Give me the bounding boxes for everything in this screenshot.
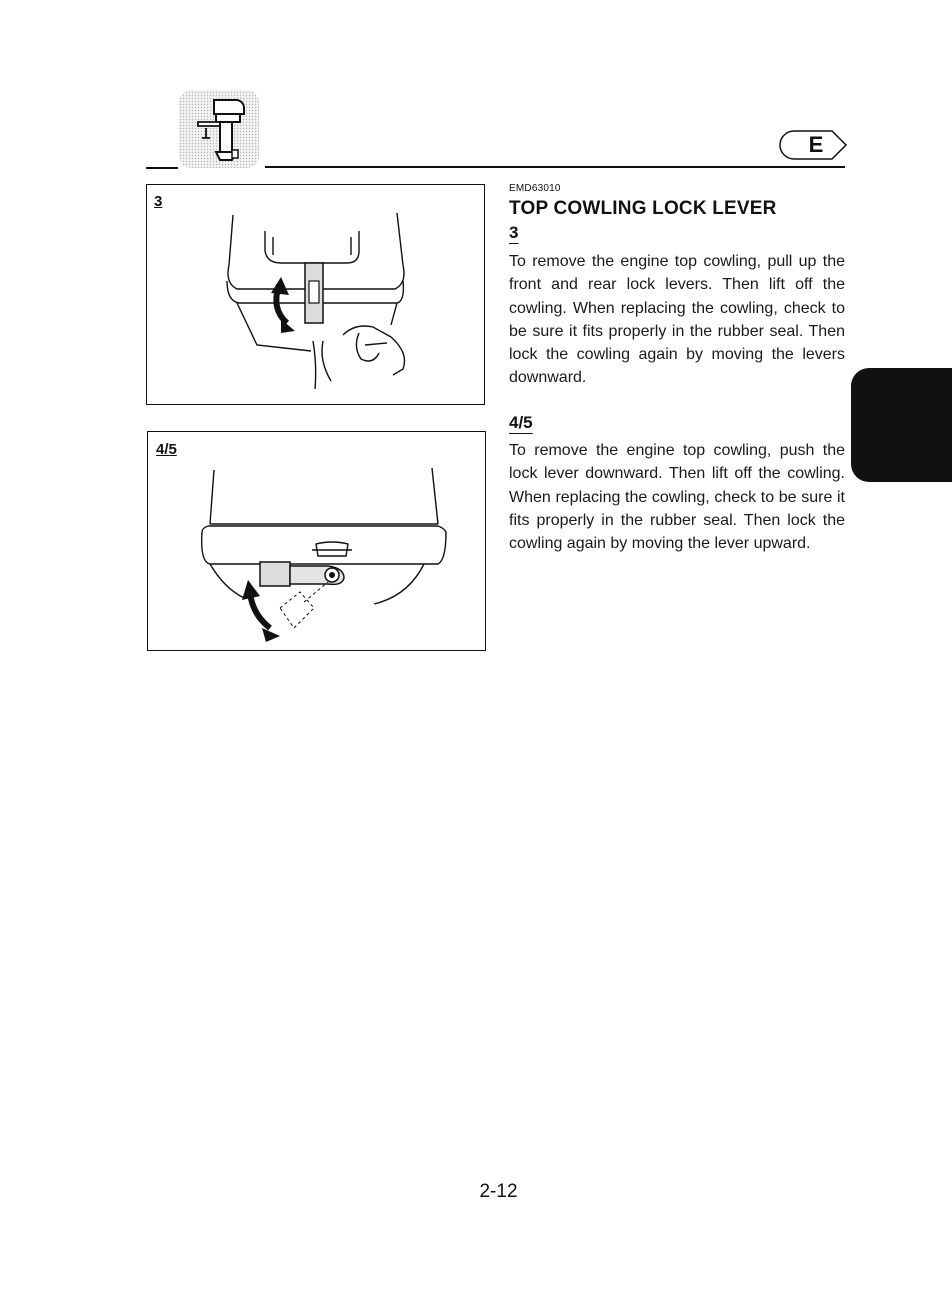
figure-label-3: 3 bbox=[154, 193, 163, 210]
figure-box-3 bbox=[146, 184, 485, 405]
section-code: EMD63010 bbox=[509, 183, 561, 194]
header-rule-right bbox=[265, 166, 845, 168]
section-title: TOP COWLING LOCK LEVER bbox=[509, 198, 777, 219]
figure-box-4-5 bbox=[147, 431, 486, 651]
page-number: 2-12 bbox=[479, 1181, 518, 1202]
chapter-tab bbox=[851, 368, 952, 482]
subsection-text-3: To remove the engine top cowling, pull up the front and rear lock levers. Then lift off the cowling. When replacing the cowling, check to be sure it fits properly in the rubber seal. Then lock the cowling again by moving the levers downward. bbox=[509, 253, 845, 387]
subsection-label-4-5: 4/5 bbox=[509, 413, 533, 432]
outboard-motor-icon bbox=[176, 88, 262, 170]
figure-label-4-5: 4/5 bbox=[156, 441, 177, 458]
subsection-label-3: 3 bbox=[509, 223, 519, 242]
top-cowling-lever-push-down-icon bbox=[148, 432, 484, 649]
header-rule-left bbox=[146, 167, 178, 169]
subsection-text-4-5: To remove the engine top cowling, push the lock lever downward. Then lift off the cowling. When replacing the cowling, check to be sure it fits properly in the rubber seal. Then lock the cowling again by moving the lever upward. bbox=[509, 442, 845, 553]
top-cowling-lever-pull-up-icon bbox=[147, 185, 483, 403]
language-code: E bbox=[808, 132, 824, 157]
